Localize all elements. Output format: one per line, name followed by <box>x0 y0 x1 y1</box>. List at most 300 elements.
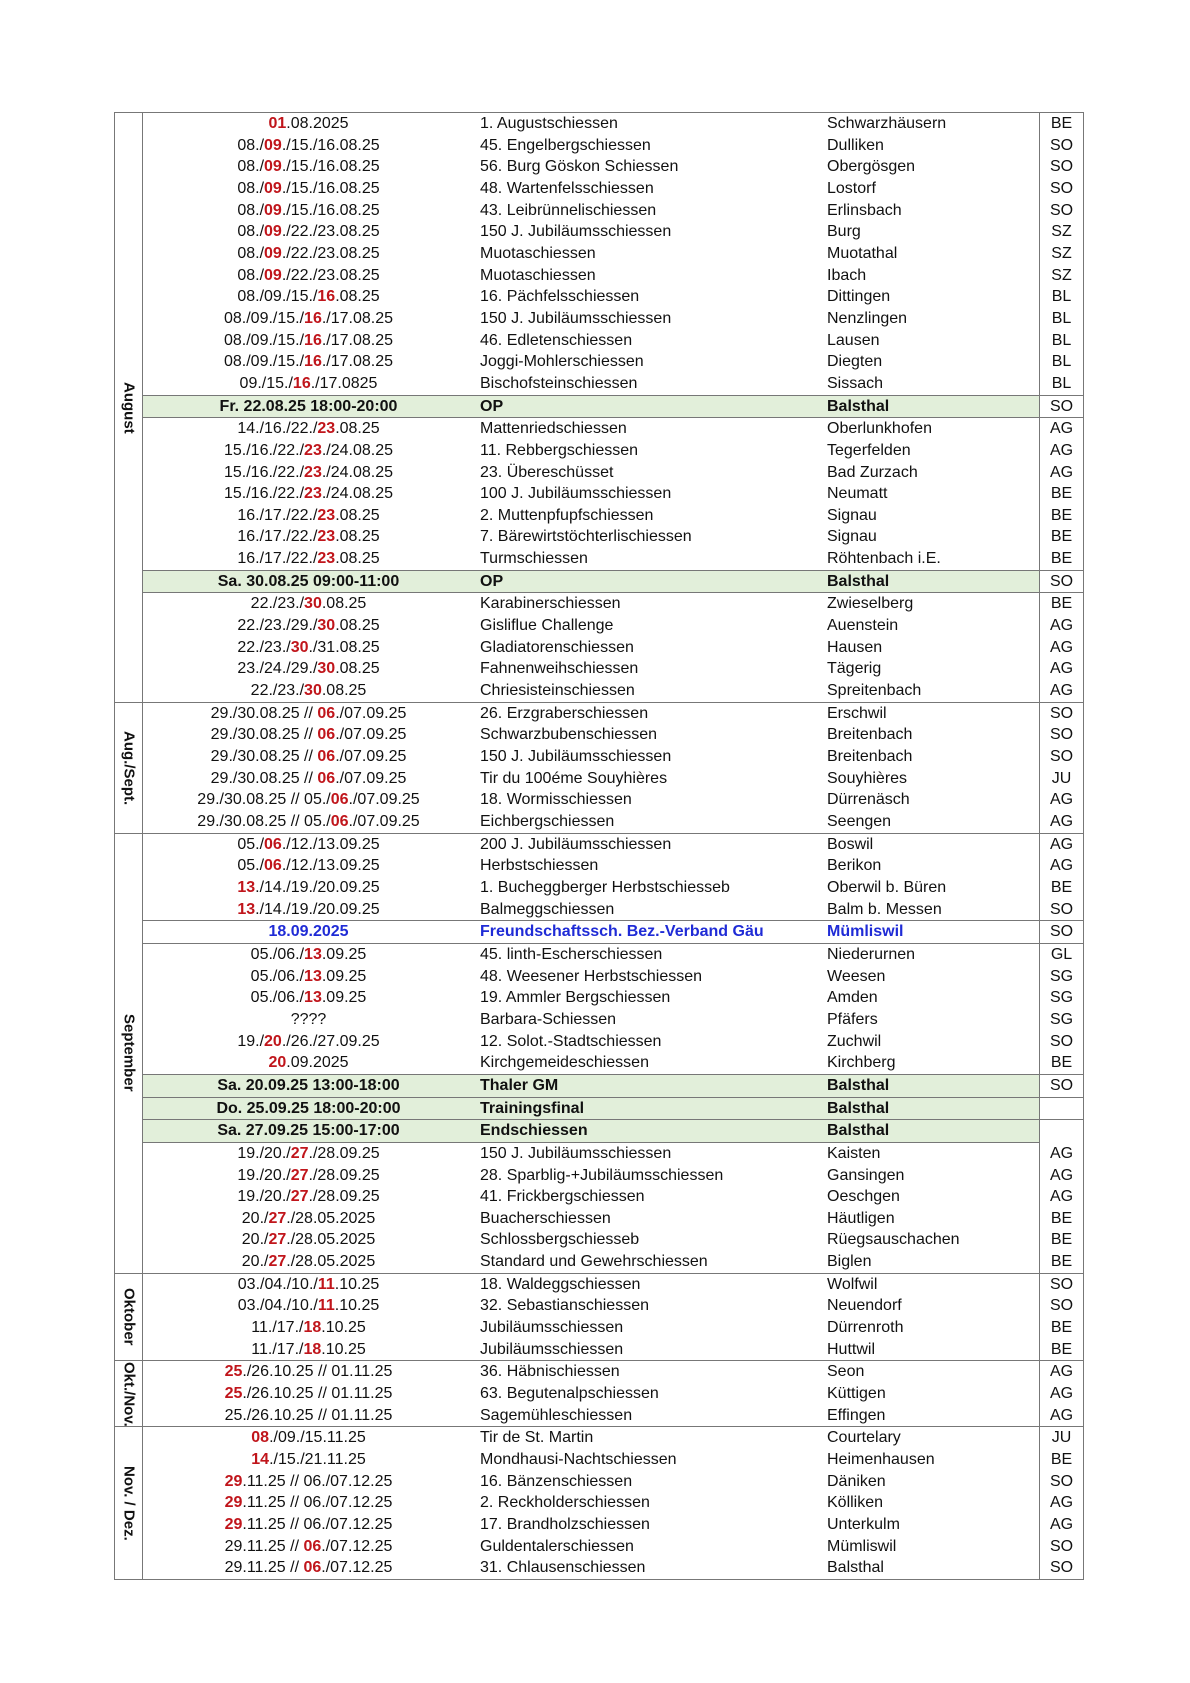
place-name: Kaisten <box>827 1144 881 1162</box>
event-name: Kirchgemeideschiessen <box>480 1054 649 1072</box>
event-row <box>115 615 1084 637</box>
canton-code: AG <box>1040 1514 1084 1536</box>
highlight-row <box>115 1120 1084 1143</box>
date-cell <box>143 593 475 615</box>
place-name: Sissach <box>827 374 884 392</box>
event-name: Guldentalerschiessen <box>480 1537 634 1555</box>
date-part: ./26.10.25 // 01.11.25 <box>242 1363 393 1381</box>
place-name: Obergösgen <box>827 158 916 176</box>
canton-code: SO <box>1040 899 1084 921</box>
event-row <box>115 330 1084 352</box>
event-name: Sagemühleschiessen <box>480 1406 633 1424</box>
canton-code: BE <box>1040 483 1084 505</box>
event-row <box>115 221 1084 243</box>
date-cell <box>143 1074 475 1097</box>
date-cell <box>143 702 475 724</box>
place-name: Breitenbach <box>827 726 913 744</box>
place-name: Rüegsauschachen <box>827 1231 960 1249</box>
canton-code: BE <box>1040 1317 1084 1339</box>
place-name: Boswil <box>825 833 1040 855</box>
date-part: 29.11.25 // <box>224 1559 304 1577</box>
event-row <box>115 746 1084 768</box>
place-name: Unterkulm <box>827 1516 900 1534</box>
date-part: ./22./23.08.25 <box>281 244 380 262</box>
date-cell <box>143 330 475 352</box>
event-row <box>115 1208 1084 1230</box>
highlight-row <box>115 921 1084 944</box>
canton-code: SO <box>1040 1295 1084 1317</box>
event-row <box>115 1052 1084 1074</box>
date-part: 22./23./ <box>237 638 291 656</box>
place-name: Diegten <box>827 353 883 371</box>
date-part: 08./09./15./ <box>223 309 305 327</box>
date-cell <box>143 286 475 308</box>
canton-code: AG <box>1040 440 1084 462</box>
date-part: ./07.09.25 <box>335 726 407 744</box>
event-row <box>115 1557 1084 1579</box>
date-cell <box>143 373 475 395</box>
date-highlight-part: 30 <box>304 595 322 613</box>
date-part: 22./23./29./ <box>237 617 318 635</box>
place-name: Balsthal <box>825 1120 1040 1143</box>
date-part: .08.25 <box>335 660 380 678</box>
event-row <box>115 987 1084 1009</box>
date-cell <box>143 1514 475 1536</box>
place-name: Balsthal <box>825 1097 1040 1120</box>
event-row <box>115 243 1084 265</box>
place-name: Däniken <box>827 1472 886 1490</box>
month-label: Okt./Nov. <box>120 1361 138 1427</box>
date-part: 19./20./ <box>237 1188 291 1206</box>
canton-code: BE <box>1040 548 1084 570</box>
canton-code: SO <box>1040 395 1084 418</box>
event-row <box>115 702 1084 724</box>
date-part: 05./06./ <box>250 945 305 963</box>
date-cell <box>143 113 475 135</box>
event-name: Gisliflue Challenge <box>480 617 614 635</box>
canton-code: AG <box>1040 1361 1084 1383</box>
date-part: .11.25 // 06./07.12.25 <box>242 1472 393 1490</box>
date-highlight-part: 30 <box>304 682 322 700</box>
date-cell <box>143 1208 475 1230</box>
event-name: Trainingsfinal <box>474 1097 825 1120</box>
canton-code: SO <box>1040 1031 1084 1053</box>
date-cell <box>143 1557 475 1579</box>
event-name: 43. Leibrünnelischiessen <box>480 201 657 219</box>
canton-code: SO <box>1040 1273 1084 1295</box>
canton-code: SZ <box>1040 243 1084 265</box>
place-name: Niederurnen <box>827 945 916 963</box>
event-name: 32. Sebastianschiessen <box>480 1297 649 1315</box>
event-name: 12. Solot.-Stadtschiessen <box>480 1032 662 1050</box>
date-highlight-part: 13 <box>237 878 256 896</box>
event-row <box>115 1229 1084 1251</box>
event-name: 23. Übereschüsset <box>480 463 614 481</box>
event-name: 150 J. Jubiläumsschiessen <box>480 309 672 327</box>
event-row <box>115 1536 1084 1558</box>
date-part: Sa. 30.08.25 09:00-11:00 <box>217 572 400 590</box>
date-highlight-part: 01 <box>268 115 287 132</box>
event-name: Mondhausi-Nachtschiessen <box>480 1451 677 1469</box>
date-part: .11.25 // 06./07.12.25 <box>242 1516 393 1534</box>
date-highlight-part: 06 <box>303 1537 322 1555</box>
place-name: Effingen <box>827 1406 886 1424</box>
date-part: .11.25 // 06./07.12.25 <box>242 1494 393 1512</box>
date-cell <box>143 1295 475 1317</box>
canton-code: BE <box>1040 526 1084 548</box>
event-row <box>115 1405 1084 1427</box>
date-part: 05./ <box>237 835 265 853</box>
place-name: Pfäfers <box>827 1010 878 1028</box>
event-row <box>115 156 1084 178</box>
date-cell <box>143 1186 475 1208</box>
date-part: 18.09.2025 <box>268 923 349 941</box>
date-cell <box>143 1383 475 1405</box>
date-highlight-part: 09 <box>264 136 282 154</box>
event-row <box>115 1031 1084 1053</box>
date-part: ./14./19./20.09.25 <box>255 900 380 918</box>
event-name: Schwarzbubenschiessen <box>480 726 657 744</box>
date-part: ./28.09.25 <box>308 1166 380 1184</box>
event-row <box>115 286 1084 308</box>
event-name: 150 J. Jubiläumsschiessen <box>480 1144 672 1162</box>
event-row <box>115 877 1084 899</box>
date-cell <box>143 855 475 877</box>
event-name: Karabinerschiessen <box>480 595 621 613</box>
place-name: Breitenbach <box>827 748 913 766</box>
place-name: Courtelary <box>825 1427 1040 1449</box>
highlight-row <box>115 1074 1084 1097</box>
date-part: 15./16./22./ <box>223 485 305 503</box>
date-cell <box>143 418 475 440</box>
event-row <box>115 1514 1084 1536</box>
place-name: Heimenhausen <box>827 1451 935 1469</box>
event-name: Balmeggschiessen <box>480 900 615 918</box>
date-highlight-part: 06 <box>330 791 349 809</box>
event-row <box>115 113 1084 135</box>
canton-code: AG <box>1040 615 1084 637</box>
date-part: Sa. 27.09.25 15:00-17:00 <box>217 1122 400 1140</box>
event-row <box>115 789 1084 811</box>
event-row <box>115 418 1084 440</box>
date-cell <box>143 221 475 243</box>
date-cell <box>143 265 475 287</box>
highlight-row <box>115 570 1084 593</box>
date-cell <box>143 1097 475 1120</box>
date-cell <box>143 462 475 484</box>
event-name: Chriesisteinschiessen <box>480 682 635 700</box>
canton-code: BE <box>1040 505 1084 527</box>
event-name: 17. Brandholzschiessen <box>480 1516 650 1534</box>
canton-code: AG <box>1040 1186 1084 1208</box>
date-cell <box>143 1492 475 1514</box>
date-highlight-part: 27 <box>290 1188 309 1206</box>
date-highlight-part: 30 <box>290 638 309 656</box>
date-highlight-part: 09 <box>264 266 282 284</box>
canton-code: BE <box>1040 113 1084 135</box>
place-name: Seon <box>825 1361 1040 1383</box>
highlight-row <box>115 395 1084 418</box>
date-part: .09.25 <box>321 967 367 985</box>
place-name: Küttigen <box>827 1385 886 1403</box>
date-part: 08./ <box>237 201 265 219</box>
date-part: ./24.08.25 <box>321 441 394 459</box>
canton-code: SO <box>1040 1536 1084 1558</box>
event-row <box>115 265 1084 287</box>
date-part: .10.25 <box>334 1275 380 1293</box>
canton-code: BE <box>1040 1208 1084 1230</box>
place-name: Erlinsbach <box>827 201 902 219</box>
event-name: Tir du 100éme Souyhières <box>480 769 668 787</box>
date-part: ./26.10.25 // 01.11.25 <box>242 1385 393 1403</box>
date-highlight-part: 27 <box>268 1253 287 1271</box>
date-highlight-part: 25 <box>224 1363 243 1381</box>
date-highlight-part: 29 <box>224 1472 243 1490</box>
date-part: 05./06./ <box>250 989 305 1007</box>
event-row <box>115 943 1084 965</box>
date-cell <box>143 921 475 944</box>
date-cell <box>143 243 475 265</box>
date-cell <box>143 1273 475 1295</box>
date-part: 22./23./ <box>250 595 305 613</box>
event-row <box>115 1251 1084 1273</box>
place-name: Tägerig <box>827 660 882 678</box>
date-highlight-part: 16 <box>304 331 322 349</box>
canton-code: BE <box>1040 1229 1084 1251</box>
date-cell <box>143 308 475 330</box>
canton-code: AG <box>1040 789 1084 811</box>
place-name: Souyhières <box>827 769 908 787</box>
date-part: 25 <box>224 1406 243 1424</box>
date-part: ./26./27.09.25 <box>281 1032 380 1050</box>
event-name: 31. Chlausenschiessen <box>474 1557 825 1579</box>
event-name: Standard und Gewehrschiessen <box>480 1253 708 1271</box>
event-name: Bischofsteinschiessen <box>480 374 638 392</box>
canton-code: SO <box>1040 156 1084 178</box>
date-highlight-part: 13 <box>304 989 322 1007</box>
canton-code: SO <box>1040 1557 1084 1579</box>
date-part: 29./30.08.25 // 05./ <box>197 813 331 830</box>
canton-code: SZ <box>1040 265 1084 287</box>
date-part: .10.25 <box>321 1340 366 1358</box>
canton-code: BE <box>1040 1052 1084 1074</box>
date-part: 09./15./ <box>239 374 293 392</box>
date-highlight-part: 29 <box>224 1516 243 1534</box>
date-cell <box>143 200 475 222</box>
place-name: Röhtenbach i.E. <box>827 550 941 568</box>
date-highlight-part: 27 <box>268 1231 287 1249</box>
place-name: Balsthal <box>825 1074 1040 1097</box>
date-highlight-part: 09 <box>264 223 282 241</box>
canton-code: AG <box>1040 811 1084 833</box>
date-highlight-part: 23 <box>304 463 322 481</box>
canton-code: SO <box>1040 135 1084 157</box>
event-row <box>115 1471 1084 1493</box>
event-row <box>115 637 1084 659</box>
date-part: ./07.09.25 <box>335 769 407 787</box>
event-name: 100 J. Jubiläumsschiessen <box>480 485 672 503</box>
event-name: 2. Muttenpfupfschiessen <box>480 506 654 524</box>
date-highlight-part: 27 <box>290 1166 309 1184</box>
schedule-body <box>115 113 1084 1580</box>
date-highlight-part: 06 <box>317 726 336 744</box>
canton-code: AG <box>1040 1405 1084 1427</box>
place-name: Amden <box>827 989 878 1007</box>
event-row <box>115 526 1084 548</box>
event-name: Mattenriedschiessen <box>480 420 627 438</box>
date-highlight-part: 23 <box>304 441 322 459</box>
event-name: Muotaschiessen <box>480 244 596 262</box>
canton-code: BE <box>1040 1251 1084 1273</box>
date-part: ./28.09.25 <box>308 1188 380 1206</box>
event-row <box>115 440 1084 462</box>
date-part: 14./16./22./ <box>237 420 318 438</box>
date-cell <box>143 505 475 527</box>
date-highlight-part: 09 <box>264 179 282 197</box>
date-cell <box>143 1449 475 1471</box>
month-label: September <box>120 1014 138 1092</box>
place-name: Dürrenroth <box>827 1319 904 1337</box>
date-part: 16./17./22./ <box>237 506 318 524</box>
canton-code: JU <box>1040 768 1084 790</box>
date-part: ./07.09.25 <box>335 748 407 766</box>
event-name: Freundschaftssch. Bez.-Verband Gäu <box>474 921 825 944</box>
date-cell <box>143 483 475 505</box>
place-name: Schwarzhäusern <box>825 113 1040 135</box>
month-cell <box>115 113 143 703</box>
date-cell <box>143 156 475 178</box>
date-part: ./28.05.2025 <box>286 1209 376 1227</box>
date-part: ./14./19./20.09.25 <box>255 878 380 896</box>
date-highlight-part: 06 <box>264 835 282 853</box>
date-highlight-part: 13 <box>237 900 256 918</box>
date-part: ./22./23.08.25 <box>281 223 380 241</box>
event-row <box>115 200 1084 222</box>
place-name: Seengen <box>827 813 892 830</box>
date-part: 16./17./22./ <box>237 550 318 568</box>
date-part: 05./ <box>237 857 265 875</box>
event-row <box>115 1492 1084 1514</box>
date-cell <box>143 637 475 659</box>
date-cell <box>143 1052 475 1074</box>
place-name: Dittingen <box>827 288 891 306</box>
date-part: ./15./16.08.25 <box>281 179 380 197</box>
event-name: Jubiläumsschiessen <box>480 1319 624 1337</box>
date-cell <box>143 789 475 811</box>
canton-code: AG <box>1040 1142 1084 1164</box>
event-name: Fahnenweihschiessen <box>480 660 639 678</box>
place-name: Dürrenäsch <box>827 791 910 809</box>
date-part: ./07.12.25 <box>321 1559 393 1577</box>
date-part: 29./30.08.25 // 05./ <box>197 791 331 809</box>
event-name: 26. Erzgraberschiessen <box>474 702 825 724</box>
date-highlight-part: 06 <box>330 813 349 830</box>
place-name: Bad Zurzach <box>827 463 918 481</box>
canton-code: AG <box>1040 1383 1084 1405</box>
event-name: Joggi-Mohlerschiessen <box>480 353 644 371</box>
place-name: Muotathal <box>827 244 898 262</box>
date-highlight-part: 13 <box>304 967 322 985</box>
month-cell <box>115 1427 143 1580</box>
place-name: Zuchwil <box>827 1032 882 1050</box>
date-cell <box>143 1339 475 1361</box>
canton-code: SG <box>1040 1009 1084 1031</box>
event-row <box>115 899 1084 921</box>
event-row <box>115 768 1084 790</box>
event-row <box>115 1295 1084 1317</box>
date-part: ./28.09.25 <box>308 1144 380 1162</box>
place-name: Balsthal <box>825 395 1040 418</box>
event-row <box>115 373 1084 395</box>
date-part: 03./04./10./ <box>237 1275 318 1293</box>
event-name: 45. linth-Escherschiessen <box>480 945 663 963</box>
date-highlight-part: 11 <box>317 1297 335 1315</box>
date-part: .08.25 <box>335 288 380 306</box>
date-part: ./15./16.08.25 <box>281 136 380 154</box>
date-cell <box>143 440 475 462</box>
place-name: Ibach <box>827 266 867 284</box>
canton-code: AG <box>1040 855 1084 877</box>
date-highlight-part: 18 <box>303 1340 322 1358</box>
date-cell <box>143 1031 475 1053</box>
event-row <box>115 1339 1084 1361</box>
date-cell <box>143 570 475 593</box>
date-cell <box>143 658 475 680</box>
date-highlight-part: 09 <box>264 244 282 262</box>
date-highlight-part: 18 <box>303 1319 322 1337</box>
event-row <box>115 1009 1084 1031</box>
date-part: 19./ <box>237 1032 265 1050</box>
date-part: ./17.08.25 <box>321 309 394 327</box>
event-name: 46. Edletenschiessen <box>480 331 633 349</box>
canton-code: SG <box>1040 987 1084 1009</box>
date-part: ./15./16.08.25 <box>281 201 380 219</box>
canton-code: SZ <box>1040 221 1084 243</box>
date-part: 08./ <box>237 266 265 284</box>
date-highlight-part: 09 <box>264 201 282 219</box>
place-name: Oeschgen <box>827 1188 900 1206</box>
date-cell <box>143 987 475 1009</box>
date-part: 15./16./22./ <box>223 463 305 481</box>
date-part: 29./30.08.25 // <box>210 748 318 766</box>
place-name: Signau <box>827 506 877 524</box>
place-name: Tegerfelden <box>827 441 911 459</box>
date-part: 29./30.08.25 // <box>210 769 318 787</box>
date-cell <box>143 1142 475 1164</box>
event-name: Jubiläumsschiessen <box>480 1340 624 1358</box>
event-row <box>115 505 1084 527</box>
canton-code: BL <box>1040 286 1084 308</box>
canton-code: SO <box>1040 702 1084 724</box>
canton-code: AG <box>1040 462 1084 484</box>
date-part: ./24.08.25 <box>321 485 394 503</box>
date-part: ./07.12.25 <box>321 1537 393 1555</box>
schedule-table <box>114 112 1084 1580</box>
place-name: Dulliken <box>827 136 884 154</box>
date-part: .08.25 <box>335 420 380 438</box>
place-name: Zwieselberg <box>827 595 914 613</box>
event-row <box>115 833 1084 855</box>
event-name: Muotaschiessen <box>480 266 596 284</box>
event-row <box>115 811 1084 833</box>
date-part: .09.25 <box>321 989 367 1007</box>
canton-code: AG <box>1040 637 1084 659</box>
date-highlight-part: 23 <box>317 506 336 524</box>
date-part: 08./ <box>237 223 265 241</box>
date-part: 20./ <box>241 1209 269 1227</box>
date-cell <box>143 1120 475 1143</box>
event-name: Schlossbergschiesseb <box>480 1231 640 1249</box>
